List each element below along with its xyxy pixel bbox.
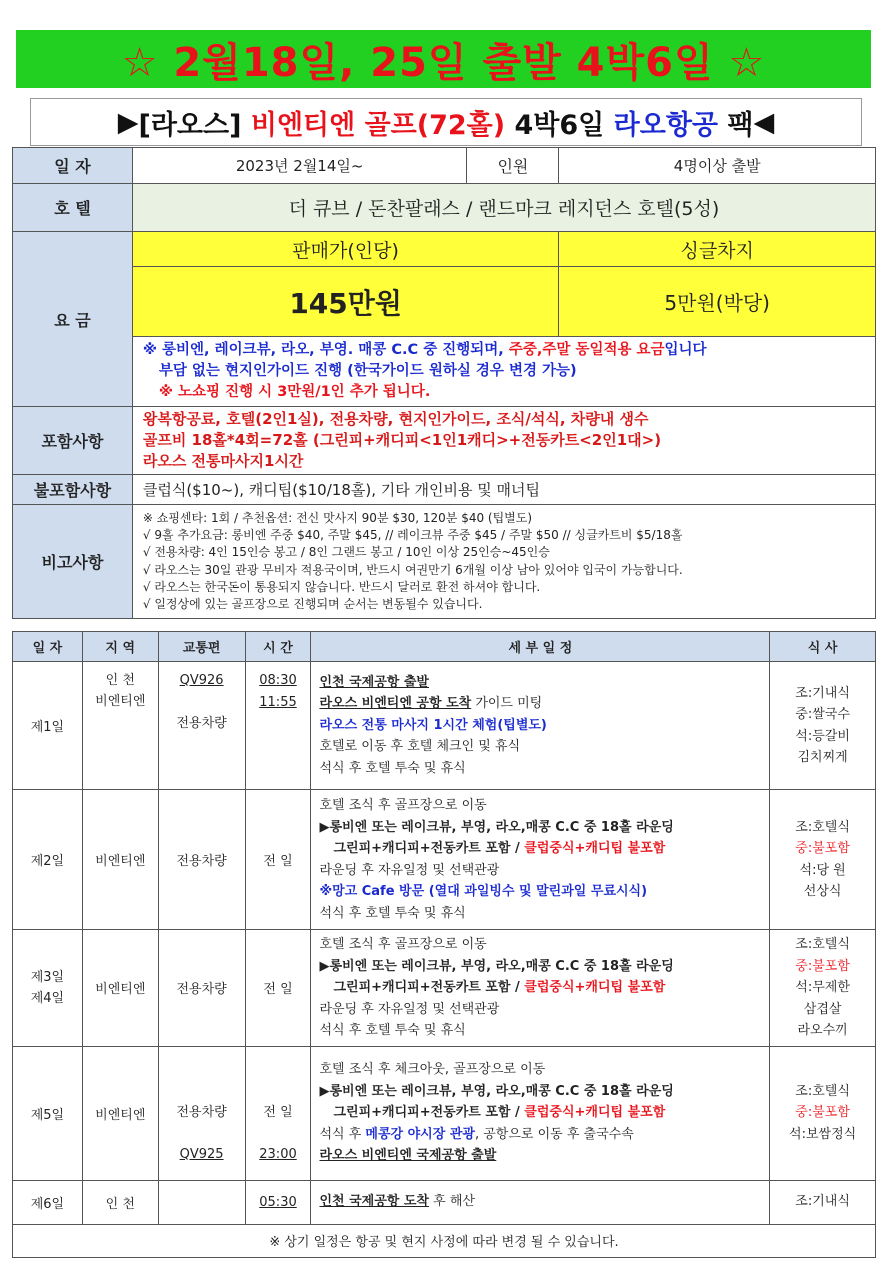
remark-list [132, 505, 875, 619]
time-cell: 08:30 11:55 [245, 662, 311, 790]
remark-item: √ 전용차량: 4인 15인승 봉고 / 8인 그랜드 봉고 / 10인 이상 25인승~45인승 [142, 545, 550, 560]
people-label: 인원 [467, 148, 559, 184]
schedule-footer: ※ 상기 일정은 항공 및 현지 사정에 따라 변경 될 수 있습니다. [13, 1224, 876, 1257]
remark-item: √ 일정상에 있는 골프장으로 진행되며 순서는 변동될수 있습니다. [142, 596, 483, 611]
time-cell: 전 일 [245, 930, 311, 1047]
time-cell: 전 일 [245, 790, 311, 930]
transport-cell: 전용차량 QV925 [158, 1046, 245, 1180]
col-header-day: 일 자 [13, 632, 83, 662]
remark-item: √ 라오스는 30일 관광 무비자 적용국이며, 반드시 여권만기 6개월 이상 남아 있어야 입국이 가능합니다. [142, 562, 683, 577]
schedule-table [12, 631, 876, 1258]
title-airline: 라오항공 [613, 109, 718, 141]
region-cell: 인 천 비엔티엔 [82, 662, 158, 790]
day-cell: 제5일 [13, 1046, 83, 1180]
detail-cell: 호텔 조식 후 골프장으로 이동 ▶롱비엔 또는 레이크뷰, 부영, 라오,매콩 C.C 중 18홀 라운딩 그린피+캐디피+전동카트 포함 / 클럽중식+캐디팁 불포함 라운딩 후 자유일정 및 선택관광 석식 후 호텔 투숙 및 휴식 [311, 930, 770, 1047]
transport-cell: 전용차량 [158, 930, 245, 1047]
day-cell: 제6일 [13, 1180, 83, 1224]
title-pack: 팩 [727, 109, 754, 141]
title-country: [라오스] [138, 109, 242, 141]
region-cell: 인 천 [82, 1180, 158, 1224]
include-label: 포함사항 [13, 407, 133, 475]
col-header-time: 시 간 [245, 632, 311, 662]
people-value: 4명이상 출발 [559, 148, 876, 184]
region-cell: 비엔티엔 [82, 790, 158, 930]
transport-cell: QV926 전용차량 [158, 662, 245, 790]
day-cell: 제3일 제4일 [13, 930, 83, 1047]
tour-title [30, 98, 862, 146]
title-name: 비엔티엔 골프(72홀) [250, 109, 506, 141]
day-cell: 제1일 [13, 662, 83, 790]
info-table [12, 147, 876, 619]
col-header-transport: 교통편 [158, 632, 245, 662]
detail-cell: 호텔 조식 후 골프장으로 이동 ▶롱비엔 또는 레이크뷰, 부영, 라오,매콩 C.C 중 18홀 라운딩 그린피+캐디피+전동카트 포함 / 클럽중식+캐디팁 불포함 라운딩 후 자유일정 및 선택관광 ※망고 Cafe 방문 (열대 과일빙수 및 말린과일 무료시식) 석식 후 호텔 투숙 및 휴식 [311, 790, 770, 930]
exclude-label: 불포함사항 [13, 475, 133, 505]
price-header: 판매가(인당) [132, 232, 559, 267]
include-item: 라오스 전통마사지1시간 [142, 452, 304, 470]
single-header: 싱글차지 [559, 232, 876, 267]
exclude-value: 클럽식($10~), 캐디팁($10/18홀), 기타 개인비용 및 매너팁 [132, 475, 875, 505]
remark-label: 비고사항 [13, 505, 133, 619]
table-row [13, 790, 876, 930]
meal-cell: 조:호텔식 중:불포함 석:무제한 삼겹살 라오수끼 [770, 930, 876, 1047]
day-cell: 제2일 [13, 790, 83, 930]
col-header-meal: 식 사 [770, 632, 876, 662]
table-row [13, 1180, 876, 1224]
price-note-2: 부담 없는 현지인가이드 진행 (한국가이드 원하실 경우 변경 가능) [158, 363, 577, 379]
region-cell: 비엔티엔 [82, 1046, 158, 1180]
include-list [132, 407, 875, 475]
time-cell: 05:30 [245, 1180, 311, 1224]
table-row [13, 662, 876, 790]
table-row [13, 1046, 876, 1180]
table-row [13, 930, 876, 1047]
banner-text: ☆ 2월18일, 25일 출발 4박6일 ☆ [121, 39, 766, 86]
price-value: 145만원 [132, 267, 559, 337]
include-item: 골프비 18홀*4회=72홀 (그린피+캐디피<1인1캐디>+전동카트<2인1대>) [142, 431, 662, 449]
meal-cell: 조:기내식 중:쌀국수 석:등갈비 김치찌게 [770, 662, 876, 790]
title-arrow-left: ▶ [117, 106, 139, 138]
detail-cell: 인천 국제공항 도착 후 해산 [311, 1180, 770, 1224]
include-item: 왕복항공료, 호텔(2인1실), 전용차량, 현지인가이드, 조식/석식, 차량내 생수 [142, 410, 649, 428]
price-note-3: ※ 노쇼핑 진행 시 3만원/1인 추가 됩니다. [158, 384, 431, 400]
hotel-value: 더 큐브 / 돈찬팔래스 / 랜드마크 레지던스 호텔(5성) [132, 184, 875, 232]
meal-cell: 조:호텔식 중:불포함 석:당 원 선상식 [770, 790, 876, 930]
price-note-1: ※ 롱비엔, 레이크뷰, 라오, 부영. 매콩 C.C 중 진행되며, 주중,주말 동일적용 요금입니다 [142, 342, 707, 358]
remark-item: √ 라오스는 한국돈이 통용되지 않습니다. 반드시 달러로 환전 하셔야 합니다. [142, 579, 541, 594]
col-header-region: 지 역 [82, 632, 158, 662]
top-banner [16, 30, 871, 88]
detail-cell: 호텔 조식 후 체크아웃, 골프장으로 이동 ▶롱비엔 또는 레이크뷰, 부영, 라오,매콩 C.C 중 18홀 라운딩 그린피+캐디피+전동카트 포함 / 클럽중식+캐디팁 불포함 석식 후 메콩강 야시장 관광, 공항으로 이동 후 출국수속 라오스 비엔티엔 국제공항 출발 [311, 1046, 770, 1180]
remark-item: ※ 쇼핑센타: 1회 / 추천옵션: 전신 맛사지 90분 $30, 120분 $40 (팁별도) [142, 510, 533, 525]
date-label: 일 자 [13, 148, 133, 184]
meal-cell: 조:기내식 [770, 1180, 876, 1224]
transport-cell: 전용차량 [158, 790, 245, 930]
title-duration: 4박6일 [514, 109, 605, 141]
title-arrow-right: ◀ [753, 106, 775, 138]
col-header-detail: 세 부 일 정 [311, 632, 770, 662]
price-label: 요 금 [13, 232, 133, 407]
hotel-label: 호 텔 [13, 184, 133, 232]
date-value: 2023년 2월14일~ [132, 148, 467, 184]
region-cell: 비엔티엔 [82, 930, 158, 1047]
single-value: 5만원(박당) [559, 267, 876, 337]
price-notes [132, 337, 875, 407]
transport-cell [158, 1180, 245, 1224]
remark-item: √ 9홀 추가요금: 롱비엔 주중 $40, 주말 $45, // 레이크뷰 주중 $45 / 주말 $50 // 싱글카트비 $5/18홀 [142, 528, 683, 543]
time-cell: 전 일 23:00 [245, 1046, 311, 1180]
detail-cell: 인천 국제공항 출발 라오스 비엔티엔 공항 도착 가이드 미팅 라오스 전통 마사지 1시간 체험(팁별도) 호텔로 이동 후 호텔 체크인 및 휴식 석식 후 호텔 투숙 및 휴식 [311, 662, 770, 790]
meal-cell: 조:호텔식 중:불포함 석:보쌈정식 [770, 1046, 876, 1180]
